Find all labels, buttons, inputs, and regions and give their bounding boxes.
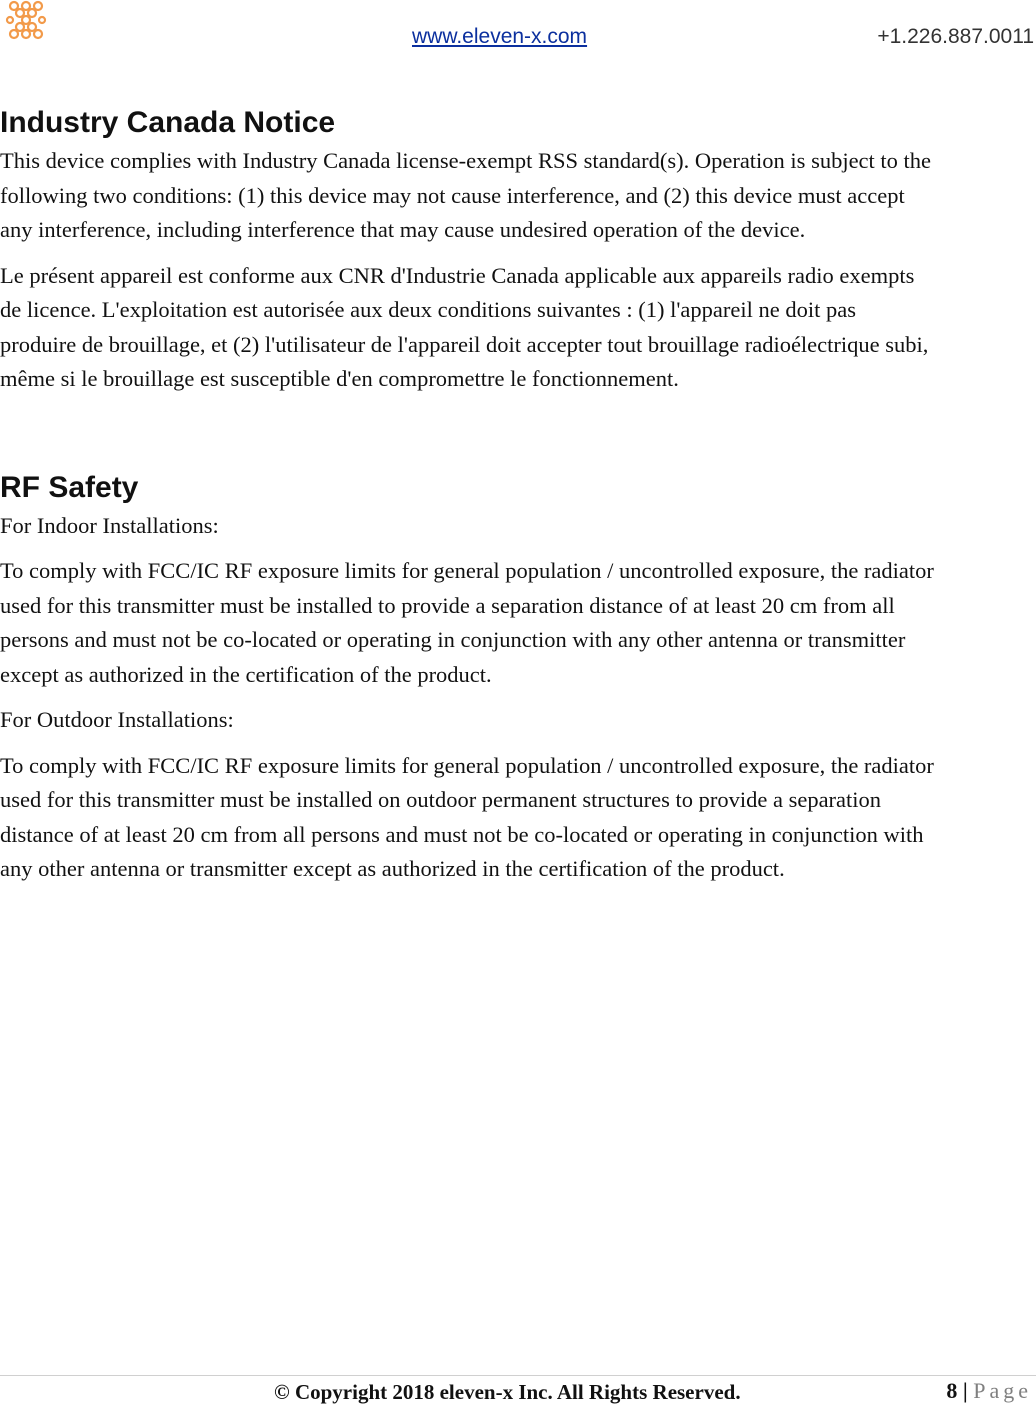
page-separator: | xyxy=(962,1378,968,1403)
page-word: Page xyxy=(973,1378,1032,1403)
rf-safety-heading: RF Safety xyxy=(0,470,139,504)
text-line: To comply with FCC/IC RF exposure limits for general population / uncontrolled exposure, the radiator xyxy=(0,752,934,778)
text-line: même si le brouillage est susceptible d'en compromettre le fonctionnement. xyxy=(0,366,679,391)
footer-divider xyxy=(0,1375,1036,1376)
text-line: produire de brouillage, et (2) l'utilisateur de l'appareil doit accepter tout brouillage radioélectrique subi, xyxy=(0,331,929,357)
indoor-installations-paragraph xyxy=(0,554,1034,692)
text-line: any interference, including interference that may cause undesired operation of the device. xyxy=(0,217,806,242)
text-line: Le présent appareil est conforme aux CNR d'Industrie Canada applicable aux appareils radio exempts xyxy=(0,262,915,288)
text-line: To comply with FCC/IC RF exposure limits for general population / uncontrolled exposure, the radiator xyxy=(0,558,934,583)
indoor-installations-label: For Indoor Installations: xyxy=(0,512,219,538)
text-line: used for this transmitter must be installed on outdoor permanent structures to provide a separation xyxy=(0,787,882,812)
copyright-notice: © Copyright 2018 eleven-x Inc. All Rights Reserved. xyxy=(274,1380,741,1404)
eleven-x-logo-icon xyxy=(4,0,48,40)
page-footer xyxy=(0,1378,1036,1406)
website-link[interactable]: www.eleven-x.com xyxy=(412,25,588,48)
text-line: distance of at least 20 cm from all persons and must not be co-located or operating in conjunction with xyxy=(0,821,924,847)
phone-number: +1.226.887.0011 xyxy=(877,25,1034,48)
text-line: following two conditions: (1) this device may not cause interference, and (2) this device must accept xyxy=(0,182,905,208)
text-line: except as authorized in the certification of the product. xyxy=(0,661,492,687)
page-number xyxy=(946,1378,1032,1404)
page-number-value: 8 xyxy=(946,1378,958,1403)
document-body xyxy=(0,100,1034,898)
page-header xyxy=(0,0,1036,60)
text-line: This device complies with Industry Canada license-exempt RSS standard(s). Operation is subject to the xyxy=(0,148,932,173)
text-line: de licence. L'exploitation est autorisée aux deux conditions suivantes : (1) l'appareil ne doit pas xyxy=(0,297,856,322)
outdoor-installations-paragraph xyxy=(0,749,1034,887)
text-line: any other antenna or transmitter except as authorized in the certification of the product. xyxy=(0,856,785,881)
industry-canada-french-paragraph xyxy=(0,259,1034,397)
text-line: persons and must not be co-located or operating in conjunction with any other antenna or transmitter xyxy=(0,627,906,652)
industry-canada-english-paragraph xyxy=(0,144,1034,248)
outdoor-installations-label: For Outdoor Installations: xyxy=(0,707,234,732)
industry-canada-heading: Industry Canada Notice xyxy=(0,106,336,139)
text-line: used for this transmitter must be installed to provide a separation distance of at least 20 cm from all xyxy=(0,592,895,618)
